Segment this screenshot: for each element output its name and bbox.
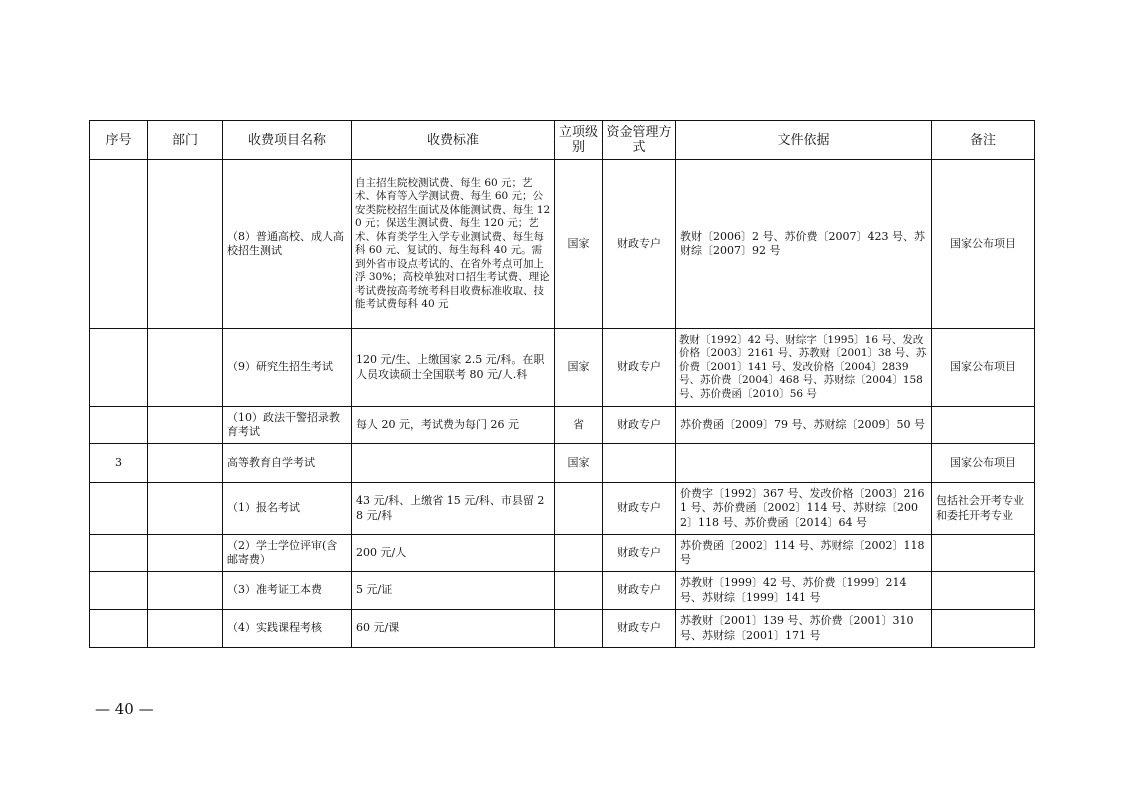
header-row [90,121,1035,160]
cell-standard: 60 元/课 [352,610,555,648]
cell-basis: 苏教财〔2001〕139 号、苏价费〔2001〕310 号、苏财综〔2001〕171 号 [676,610,932,648]
cell-note [932,572,1035,610]
cell-seq: 3 [90,444,148,483]
cell-seq [90,535,148,572]
cell-basis: 苏教财〔1999〕42 号、苏价费〔1999〕214 号、苏财综〔1999〕141 号 [676,572,932,610]
header-item: 收费项目名称 [223,121,352,160]
header-note: 备注 [932,121,1035,160]
cell-dept [148,407,223,444]
cell-standard: 每人 20 元，考试费为每门 26 元 [352,407,555,444]
cell-item: （9）研究生招生考试 [223,329,352,407]
cell-note: 包括社会开考专业和委托开考专业 [932,483,1035,535]
cell-basis: 教财〔2006〕2 号、苏价费〔2007〕423 号、苏财综〔2007〕92 号 [676,160,932,329]
cell-note [932,535,1035,572]
table-row [90,610,1035,648]
header-basis: 文件依据 [676,121,932,160]
cell-fund: 财政专户 [603,160,676,329]
cell-basis: 教财〔1992〕42 号、财综字〔1995〕16 号、发改价格〔2003〕2161 号、苏教财〔2001〕38 号、苏价费〔2001〕141 号、发改价格〔2004〕2839 号、苏价费〔2004〕468 号、苏财综〔2004〕158 号、苏价费函〔2010〕56 号 [676,329,932,407]
cell-fund: 财政专户 [603,483,676,535]
table-row [90,535,1035,572]
cell-standard [352,444,555,483]
cell-basis: 价费字〔1992〕367 号、发改价格〔2003〕2161 号、苏价费函〔2002〕114 号、苏财综〔2002〕118 号、苏价费函〔2014〕64 号 [676,483,932,535]
cell-item: （2）学士学位评审(含邮寄费） [223,535,352,572]
cell-standard: 200 元/人 [352,535,555,572]
cell-dept [148,444,223,483]
cell-level: 国家 [555,160,603,329]
cell-seq [90,407,148,444]
cell-dept [148,610,223,648]
cell-dept [148,483,223,535]
header-seq: 序号 [90,121,148,160]
cell-level [555,483,603,535]
cell-standard: 43 元/科、上缴省 15 元/科、市县留 28 元/科 [352,483,555,535]
cell-item: （10）政法干警招录教育考试 [223,407,352,444]
cell-seq [90,610,148,648]
cell-dept [148,160,223,329]
header-fund: 资金管理方式 [603,121,676,160]
table-row [90,444,1035,483]
cell-fund: 财政专户 [603,572,676,610]
cell-level [555,535,603,572]
table-row [90,329,1035,407]
cell-item: （4）实践课程考核 [223,610,352,648]
cell-level [555,572,603,610]
cell-standard: 120 元/生、上缴国家 2.5 元/科。在职人员攻读硕士全国联考 80 元/人.科 [352,329,555,407]
header-dept: 部门 [148,121,223,160]
cell-item: （3）准考证工本费 [223,572,352,610]
cell-fund: 财政专户 [603,407,676,444]
cell-standard: 5 元/证 [352,572,555,610]
cell-basis: 苏价费函〔2009〕79 号、苏财综〔2009〕50 号 [676,407,932,444]
cell-level: 省 [555,407,603,444]
cell-dept [148,572,223,610]
cell-fund: 财政专户 [603,329,676,407]
cell-dept [148,535,223,572]
table-row [90,572,1035,610]
cell-basis: 苏价费函〔2002〕114 号、苏财综〔2002〕118 号 [676,535,932,572]
header-level: 立项级别 [555,121,603,160]
cell-level: 国家 [555,329,603,407]
cell-fund [603,444,676,483]
cell-note [932,610,1035,648]
page-number: — 40 — [95,700,154,718]
table-row [90,160,1035,329]
cell-fund: 财政专户 [603,535,676,572]
cell-item: （8）普通高校、成人高校招生测试 [223,160,352,329]
cell-item: 高等教育自学考试 [223,444,352,483]
cell-item: （1）报名考试 [223,483,352,535]
cell-note: 国家公布项目 [932,329,1035,407]
cell-note [932,407,1035,444]
table-row [90,483,1035,535]
cell-seq [90,160,148,329]
cell-standard: 自主招生院校测试费、每生 60 元；艺术、体育等入学测试费、每生 60 元；公安类院校招生面试及体能测试费、每生 120 元；保送生测试费、每生 120 元；艺术、体育类学生入学专业测试费、每生每科 60 元、复试的、每生每科 40 元。需到外省市设点考试的、在省外考点可加上浮 30%；高校单独对口招生考试费、理论考试费按高考统考科目收费标准收取、技能考试费每科 40 元 [352,160,555,329]
cell-dept [148,329,223,407]
cell-level: 国家 [555,444,603,483]
cell-note: 国家公布项目 [932,160,1035,329]
cell-basis [676,444,932,483]
fee-table [89,120,1035,648]
cell-fund: 财政专户 [603,610,676,648]
cell-seq [90,483,148,535]
cell-level [555,610,603,648]
table-row [90,407,1035,444]
cell-note: 国家公布项目 [932,444,1035,483]
header-standard: 收费标准 [352,121,555,160]
cell-seq [90,572,148,610]
cell-seq [90,329,148,407]
